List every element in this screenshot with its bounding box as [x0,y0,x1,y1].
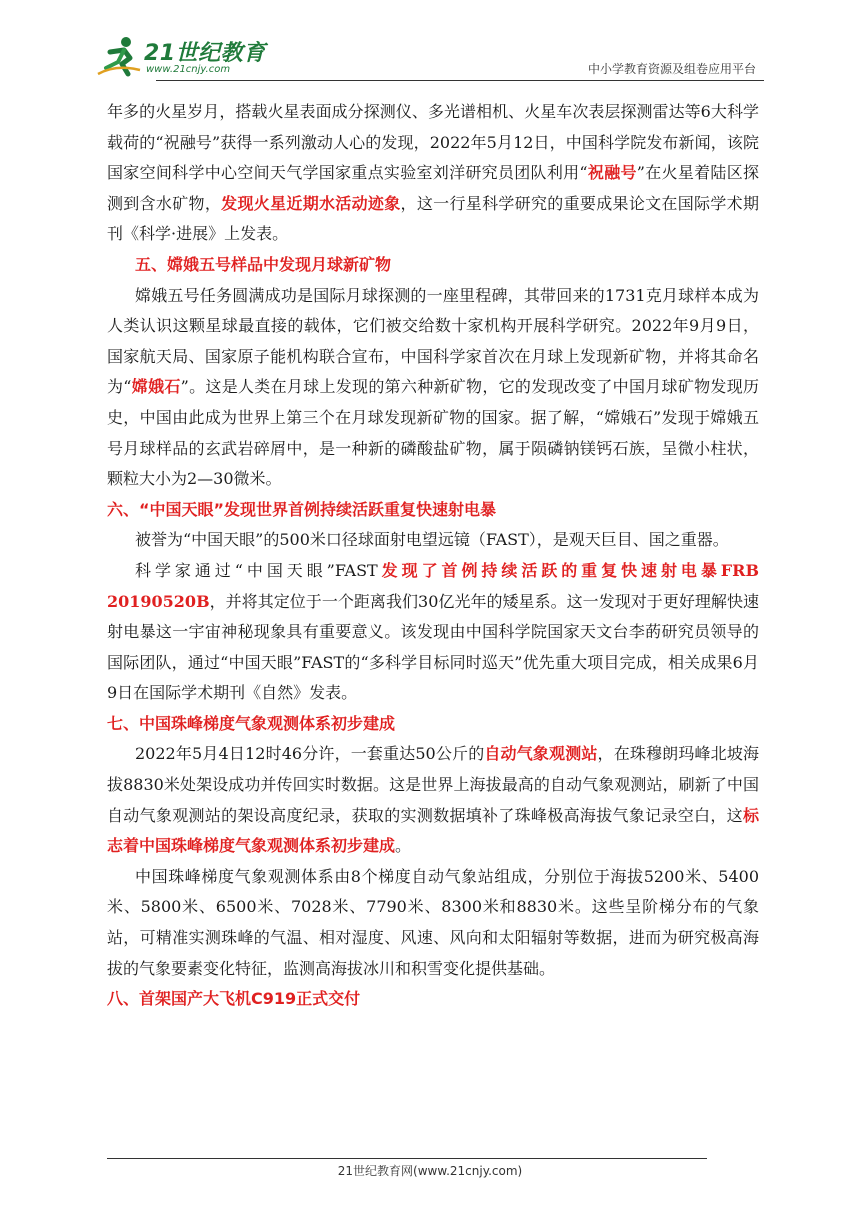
section-heading-6: 六、“中国天眼”发现世界首例持续活跃重复快速射电暴 [107,499,497,519]
footer-divider [107,1158,707,1159]
section-heading-8: 八、首架国产大飞机C919正式交付 [107,989,361,1009]
highlight-weather-station: 自动气象观测站 [484,744,598,764]
paragraph-gradient-stations: 中国珠峰梯度气象观测体系由8个梯度自动气象站组成，分别位于海拔5200米、5400米、5800米、6500米、7028米、7790米、8300米和8830米。这些呈阶梯分布的气象站，可精准实测珠峰的气温、相对湿度、风速、风向和太阳辐射等数据，进而为研究极高海拔的气象要素变化特征，监测高海拔冰川和积雪变化提供基础。 [107,866,759,978]
paragraph-frb [107,556,759,709]
highlight-gradient-system: 标志着中国珠峰梯度气象观测体系初步建成 [107,805,759,856]
logo [96,34,266,78]
article-body [107,97,759,1015]
text-run: ，在珠穆朗玛峰北坡海拔8830米处架设成功并传回实时数据。这是世界上海拔最高的自动气象观测站，刷新了中国自动气象观测站的架设高度纪录，获取的实测数据填补了珠峰极高海拔气象记录空白，这 [107,744,759,825]
section-heading-5: 五、嫦娥五号样品中发现月球新矿物 [135,254,392,274]
section-heading-7: 七、中国珠峰梯度气象观测体系初步建成 [107,713,396,733]
page-header [96,34,764,82]
text-run: 。 [395,836,412,856]
highlight-frb-id: FRB 20190520B [107,560,759,611]
text-run: ，这一行星科学研究的重要成果论文在国际学术期刊《科学·进展》上发表。 [107,193,759,244]
text-run: 嫦娥五号任务圆满成功是国际月球探测的一座里程碑，其带回来的1731克月球样本成为人类认识这颗星球最直接的载体，它们被交给数十家机构开展科学研究。2022年9月9日，国家航天局、国家原子能机构联合宣布，中国科学家首次在月球上发现新矿物，并将其命名为“ [107,285,759,397]
paragraph-zhurong [107,97,759,250]
text-run: 2022年5月4日12时46分许，一套重达50公斤的 [135,744,485,764]
logo-text: 21世纪教育 [144,41,266,66]
text-run: 年多的火星岁月，搭载火星表面成分探测仪、多光谱相机、火星车次表层探测雷达等6大科学载荷的“祝融号”获得一系列激动人心的发现，2022年5月12日，中国科学院发布新闻，该院国家空间科学中心空间天气学国家重点实验室刘洋研究员团队利用“ [107,102,759,183]
text-run: 科学家通过“中国天眼”FAST [135,560,378,580]
text-run: ”。这是人类在月球上发现的第六种新矿物，它的发现改变了中国月球矿物发现历史，中国由此成为世界上第三个在月球发现新矿物的国家。据了解，“嫦娥石”发现于嫦娥五号月球样品的玄武岩碎屑中，是一种新的磷酸盐矿物，属于陨磷钠镁钙石族，呈微小柱状，颗粒大小为2—30微米。 [107,377,759,489]
highlight-zhurong: 祝融号 [587,163,637,183]
paragraph-change5 [107,281,759,495]
paragraph-weather-station [107,739,759,861]
header-divider [156,80,764,81]
paragraph-fast-intro: 被誉为“中国天眼”的500米口径球面射电望远镜（FAST），是观天巨目、国之重器。 [135,530,729,550]
header-platform-text: 中小学教育资源及组卷应用平台 [587,62,756,76]
text-run: ，并将其定位于一个距离我们30亿光年的矮星系。这一发现对于更好理解快速射电暴这一宇宙神秘现象具有重要意义。该发现由中国科学院国家天文台李菂研究员领导的国际团队，通过“中国天眼”FAST的“多科学目标同时巡天”优先重大项目完成，相关成果6月9日在国际学术期刊《自然》发表。 [107,591,759,703]
runner-logo-icon [96,34,142,78]
highlight-changeite: 嫦娥石 [131,377,181,397]
highlight-frb: 发现了首例持续活跃的重复快速射电暴 [377,560,721,580]
highlight-water-activity: 发现火星近期水活动迹象 [221,193,401,213]
text-run: ”在火星着陆区探测到含水矿物， [107,163,759,213]
footer-text: 21世纪教育网(www.21cnjy.com) [337,1164,523,1178]
logo-url: www.21cnjy.com [146,64,231,75]
